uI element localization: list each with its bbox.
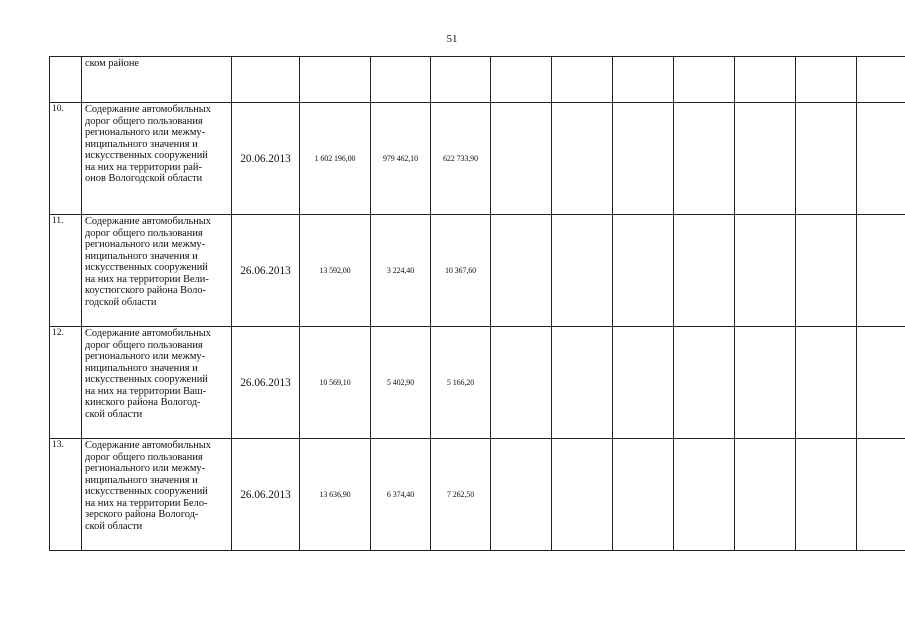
name-line: годской области — [85, 296, 157, 308]
empty-cell — [552, 327, 613, 439]
row-amount-third: 622 733,90 — [431, 103, 491, 215]
empty-cell — [491, 439, 552, 551]
empty-cell — [674, 57, 735, 103]
table-row — [50, 103, 905, 215]
name-line: зерского района Вологод- — [85, 509, 199, 520]
name-line: Содержание автомобильных — [85, 328, 211, 339]
empty-cell — [674, 439, 735, 551]
empty-cell — [613, 215, 674, 327]
name-line: регионального или межму- — [85, 239, 206, 250]
table-row — [50, 215, 905, 327]
empty-cell — [232, 57, 300, 103]
row-name — [82, 439, 232, 551]
name-line: ниципального значения и — [85, 474, 198, 486]
name-line: ской области — [85, 520, 143, 532]
name-line: коустюгского района Воло- — [85, 285, 206, 296]
empty-cell — [613, 439, 674, 551]
empty-cell — [300, 57, 371, 103]
row-number: 10. — [50, 103, 82, 215]
row-name — [82, 103, 232, 215]
empty-cell — [735, 57, 796, 103]
empty-cell — [674, 103, 735, 215]
row-number: 12. — [50, 327, 82, 439]
empty-cell — [491, 103, 552, 215]
table-row — [50, 327, 905, 439]
name-line: дорог общего пользования — [85, 227, 203, 239]
empty-cell — [491, 215, 552, 327]
name-line: регионального или межму- — [85, 351, 206, 362]
empty-cell — [796, 57, 857, 103]
row-date: 26.06.2013 — [232, 215, 300, 327]
empty-cell — [613, 57, 674, 103]
name-line: Содержание автомобильных — [85, 216, 211, 227]
empty-cell — [674, 215, 735, 327]
name-line: на них на территории Вели- — [85, 273, 209, 285]
row-amount-third: 5 166,20 — [431, 327, 491, 439]
name-line: регионального или межму- — [85, 463, 206, 474]
empty-cell — [857, 327, 905, 439]
name-line: кинского района Вологод- — [85, 397, 201, 408]
row-amount-total: 13 636,90 — [300, 439, 371, 551]
empty-cell — [431, 57, 491, 103]
row-amount-second: 5 402,90 — [371, 327, 431, 439]
empty-cell — [857, 103, 905, 215]
name-line: Содержание автомобильных — [85, 104, 211, 115]
name-line: регионального или межму- — [85, 127, 206, 138]
row-name — [82, 215, 232, 327]
name-line: ниципального значения и — [85, 362, 198, 374]
empty-cell — [735, 439, 796, 551]
empty-cell — [552, 103, 613, 215]
row-number-cell — [50, 57, 82, 103]
row-amount-second: 3 224,40 — [371, 215, 431, 327]
empty-cell — [552, 215, 613, 327]
empty-cell — [735, 327, 796, 439]
empty-cell — [735, 103, 796, 215]
row-amount-total: 1 602 196,00 — [300, 103, 371, 215]
row-name — [82, 327, 232, 439]
name-line: искусственных сооружений — [85, 262, 208, 273]
name-line: искусственных сооружений — [85, 486, 208, 497]
empty-cell — [796, 215, 857, 327]
name-line: искусственных сооружений — [85, 374, 208, 385]
name-line: ниципального значения и — [85, 138, 198, 150]
name-line: на них на территории рай- — [85, 161, 202, 173]
data-table — [49, 56, 905, 551]
row-name-cell — [82, 57, 232, 103]
empty-cell — [796, 103, 857, 215]
row-amount-third: 10 367,60 — [431, 215, 491, 327]
row-date: 26.06.2013 — [232, 439, 300, 551]
row-amount-third: 7 262,50 — [431, 439, 491, 551]
page-number: 51 — [446, 33, 458, 45]
empty-cell — [552, 439, 613, 551]
row-amount-total: 10 569,10 — [300, 327, 371, 439]
empty-cell — [613, 103, 674, 215]
empty-cell — [371, 57, 431, 103]
row-number: 11. — [50, 215, 82, 327]
name-line: ской области — [85, 408, 143, 420]
name-line: искусственных сооружений — [85, 150, 208, 161]
empty-cell — [613, 327, 674, 439]
empty-cell — [674, 327, 735, 439]
empty-cell — [857, 57, 905, 103]
name-line: на них на территории Ваш- — [85, 385, 207, 397]
row-number: 13. — [50, 439, 82, 551]
empty-cell — [735, 215, 796, 327]
empty-cell — [491, 57, 552, 103]
name-line: дорог общего пользования — [85, 451, 203, 463]
empty-cell — [857, 215, 905, 327]
name-line: ниципального значения и — [85, 250, 198, 262]
empty-cell — [796, 327, 857, 439]
empty-cell — [796, 439, 857, 551]
row-amount-second: 6 374,40 — [371, 439, 431, 551]
name-line: дорог общего пользования — [85, 115, 203, 127]
name-line: онов Вологодской области — [85, 173, 203, 184]
row-amount-total: 13 592,00 — [300, 215, 371, 327]
row-date: 20.06.2013 — [232, 103, 300, 215]
table-row — [50, 439, 905, 551]
continuation-text: ском районе — [85, 58, 140, 69]
row-date: 26.06.2013 — [232, 327, 300, 439]
table-row-continuation — [50, 57, 905, 103]
name-line: Содержание автомобильных — [85, 440, 211, 451]
name-line: на них на территории Бело- — [85, 497, 208, 509]
empty-cell — [857, 439, 905, 551]
empty-cell — [552, 57, 613, 103]
name-line: дорог общего пользования — [85, 339, 203, 351]
empty-cell — [491, 327, 552, 439]
row-amount-second: 979 462,10 — [371, 103, 431, 215]
